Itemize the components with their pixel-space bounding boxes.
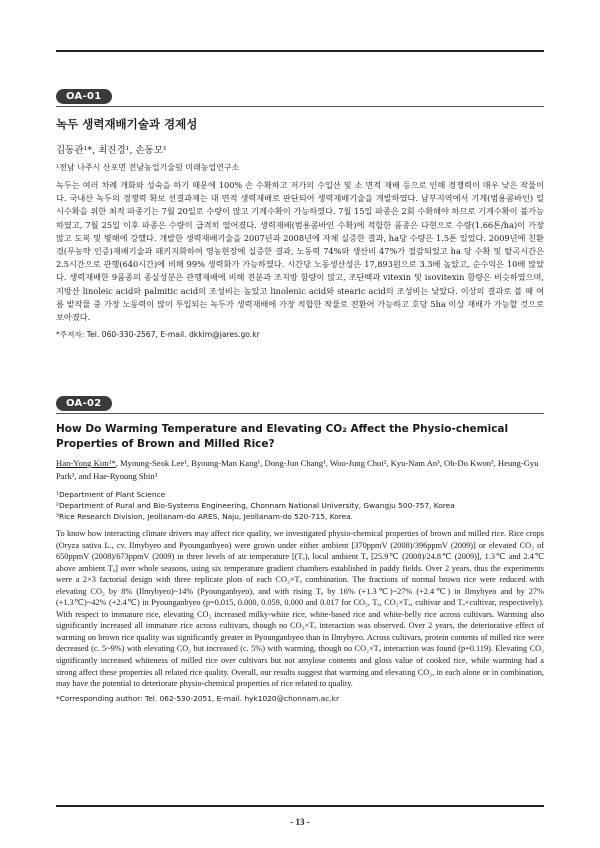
- abstract-oa01: [56, 84, 544, 340]
- abstract-oa02: [56, 391, 544, 703]
- bottom-rule: [56, 805, 544, 807]
- affiliation: ²Department of Rural and Bio-Systems Engineering, Chonnam National University, Gwangju 500-757, Korea: [56, 501, 455, 510]
- abstract-title: How Do Warming Temperature and Elevating CO₂ Affect the Physio-chemical Properties of Brown and Milled Rice?: [56, 423, 509, 450]
- abstract-title: 녹두 생력재배기술과 경제성: [56, 117, 198, 131]
- affiliation-list: [56, 489, 544, 522]
- section-divider: [56, 106, 544, 107]
- abstract-id-badge: OA-02: [56, 396, 112, 411]
- top-rule: [56, 50, 544, 52]
- page-number: - 13 -: [290, 817, 310, 827]
- abstract-id-badge: OA-01: [56, 89, 112, 104]
- affiliation: ³Rice Research Division, Jeollanam-do ARES, Naju, Jeollanam-do 520-715, Korea.: [56, 512, 354, 521]
- co-authors: , Myoung-Seok Lee¹, Byoung-Man Kang¹, Dong-Jun Chang¹, Woo-Jung Choi², Kyu-Nam An³, Oh-Do Kwon³, Heung-Gyu Park³, and Hae-Ryoung Shin³: [56, 458, 539, 481]
- first-author: Han-Yong Kim¹*: [56, 458, 116, 468]
- abstract-body: 녹두는 여러 차례 개화와 성숙을 하기 때문에 100% 손 수확하고 저가의 수입산 및 소 면적 재배 등으로 인해 경쟁력이 매우 낮은 작물이다. 국내산 녹두의 경쟁력 확보 선결과제는 대 면적 생력재배로 판단되어 생력재배기술을 개발하였다. 남부지역에서 기계(범용콤바인) 일시수확을 위한 최적 파종기는 7월 20일로 수량이 많고 기계수확이 가능하였다. 7월 15일 파종은 2회 수확해야 하므로 기계수확이 불가능하였고, 7월 25일 이후 파종은 수량이 급격히 떨어졌다. 생력재배(범용콤바인 수확)에 적합한 품종은 다현으로 수량(1.66톤/ha)이 가장 많고 도복 및 병해에 강했다. 개발한 생력재배기술을 2007년과 2008년에 자체 실증한 결과, ha당 수량은 1.5톤 있었다. 2009년에 친환경(무농약 인증)재배기술과 패키지화하여 영농현장에 실증한 결과, 노동력 74%와 생산비 47%가 절감되었고 ha 당 수확 및 탈곡시간은 2.5시간으로 관행(640시간)에 비해 99% 생력화가 가능하였다. 시간당 노동생산성은 17,893원으로 3.3배 높았고, 순수익은 10배 많았다. 생력재배한 9품종의 종실성분은 관행재배에 비해 전분과 조지방 함량이 많고, 조단백과 vitexin 및 isovitexin 함량은 비슷하였으며, 지방산 linoleic acid와 palmitic acid의 조성비는 높았고 linolenic acid와 stearic acid의 조성비는 낮았다. 이상의 결과로 볼 때 여름 밭작물 중 가장 노동력이 많이 투입되는 녹두가 생력재배에 가장 적합한 작물로 전환어 가능하고 호당 5ha 이상 재배가 가능할 것으로 보아졌다.: [56, 180, 544, 323]
- corresponding-author: *주저자: Tel. 060-330-2567, E-mail. dkkim@jares.go.kr: [56, 330, 260, 340]
- author-list: 김동관¹*, 최진경¹, 손동모¹: [56, 145, 167, 156]
- author-list: [56, 457, 544, 483]
- section-divider: [56, 413, 544, 414]
- abstract-body: To know how interacting climate drivers may affect rice quality, we investigated physio-chemical properties of brown and milled rice. Rice crops (Oryza sativa L., cv. Ilmybyeo and Pyounganbyeo) were grown under either ambient [370ppmV (2008)/396ppmV (2009)] or elevated CO₂ of 650ppmV (2008)/673ppmV (2009) in three levels of air temperature [(Tₐ), local ambient Tₐ [25.9℃ (2008)/24.8℃ (2009)], 1.3℃ and 2.4℃ above ambient Tₐ] over whole seasons, using six temperature gradient chambers established in paddy fields. Over 2 years, thus the experiments were a 2×3 factorial design with three replicate plots of each CO₂×Tₐ combination. The fractions of normal brown rice were reduced with elevating CO₂ by 8% (Ilmybyeo)~14% (Pyounganbyeo), and with rising Tₐ by 16% (+1.3℃)~27% (+2.4℃) in Ilmybyeo and by 27% (+1.3℃)~42% (+2.4℃) in Pyounganbyeo (p=0.015, 0.000, 0.059, 0.000 and 0.017 for CO₂, Tₐ, CO₂×Tₐ, cultivar and Tₐ×cultivar, respectively). With respect to immature rice, elevating CO₂ increased milky-white rice, white-based rice and white-belly rice across cultivars. Warming also significantly increased all immature rice across cultivars, though no CO₂×Tₐ interaction was observed. Over 2 years, the deteriorative effect of warming on brown rice quality was significantly greater in Pyounganbyeo than in Ilmybyeo. Across cultivars, protein contents of milled rice were decreased (c. 5~9%) with elevating CO₂ but increased (c. 5%) with warming, though no CO₂×Tₐ interaction was found (p=0.119). Elevating CO₂ significantly increased whiteness of milled rice over cultivars but not amylose contents and gloss value of cooked rice, while warming had a strong affect these properties all related rice quality. Overall, our results suggest that warming and elevating CO₂, in each alone or in combination, may have the potential to deteriorate physio-chemical properties of rice related to quality.: [56, 529, 544, 689]
- corresponding-author: *Corresponding author: Tel. 062-530-2051, E-mail. hyk1020@chonnam.ac.kr: [56, 693, 339, 703]
- affiliation: ¹Department of Plant Science: [56, 490, 166, 499]
- affiliation: ¹전남 나주시 산포면 전남농업기술원 미래농업연구소: [56, 163, 240, 172]
